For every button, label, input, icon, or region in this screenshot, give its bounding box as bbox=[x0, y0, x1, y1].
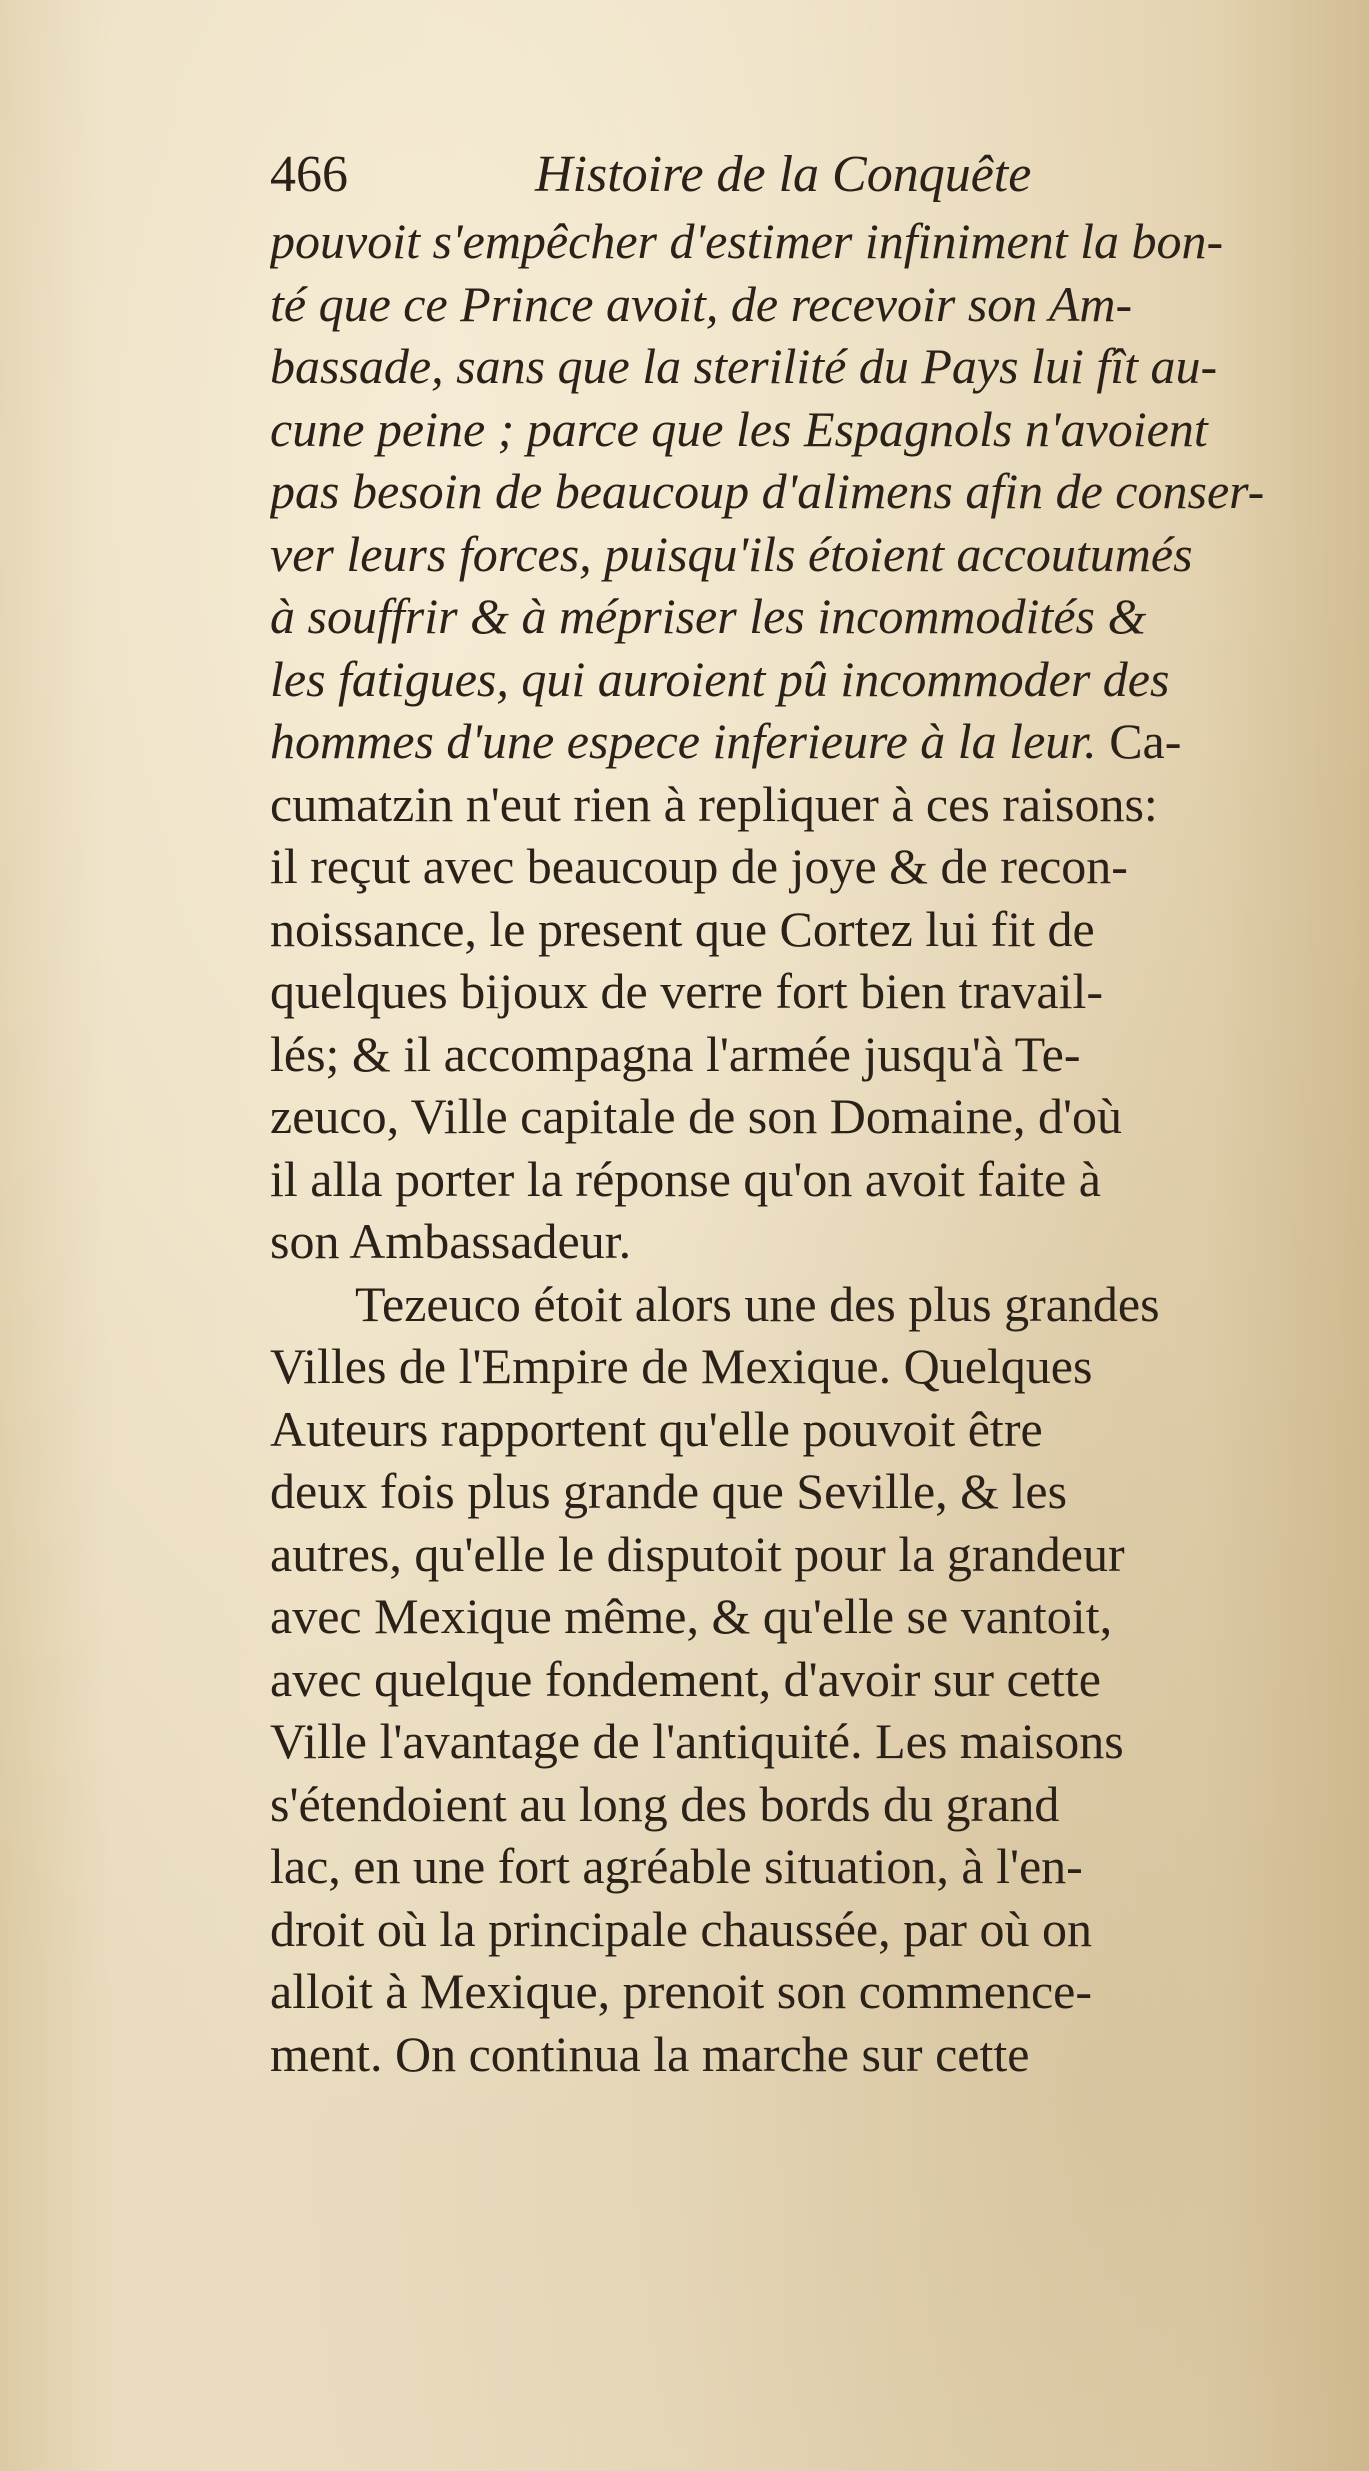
text-line: avec quelque fondement, d'avoir sur cette bbox=[270, 1650, 1101, 1707]
text-line: pas besoin de beaucoup d'alimens afin de conser- bbox=[270, 463, 1265, 519]
text-line: bassade, sans que la sterilité du Pays lui fît au- bbox=[270, 338, 1218, 394]
text-line: Ville l'avantage de l'antiquité. Les maisons bbox=[270, 1713, 1124, 1769]
text-line: avec Mexique même, & qu'elle se vantoit, bbox=[270, 1588, 1113, 1644]
text-line: son Ambassadeur. bbox=[270, 1213, 632, 1269]
text-line: quelques bijoux de verre fort bien travail- bbox=[270, 963, 1104, 1019]
text-line: les fatigues, qui auroient pû incommoder des bbox=[270, 650, 1170, 707]
text-line: il alla porter la réponse qu'on avoit faite à bbox=[270, 1150, 1101, 1207]
page-number: 466 bbox=[270, 146, 348, 203]
text-line: cune peine ; parce que les Espagnols n'avoient bbox=[270, 400, 1208, 457]
text-line: droit où la principale chaussée, par où on bbox=[270, 1900, 1092, 1957]
text-line: té que ce Prince avoit, de recevoir son Am- bbox=[270, 275, 1133, 332]
running-title: Histoire de la Conquête bbox=[535, 146, 1032, 203]
text-line-roman-part: Ca- bbox=[1109, 713, 1182, 769]
text-line: Auteurs rapportent qu'elle pouvoit être bbox=[270, 1400, 1043, 1457]
text-line: s'étendoient au long des bords du grand bbox=[270, 1775, 1060, 1832]
text-line: pouvoit s'empêcher d'estimer infiniment la bon- bbox=[270, 213, 1224, 269]
text-line: zeuco, Ville capitale de son Domaine, d'où bbox=[270, 1088, 1123, 1144]
text-line: noissance, le present que Cortez lui fit de bbox=[270, 900, 1095, 957]
text-line: à souffrir & à mépriser les incommodités & bbox=[270, 588, 1147, 644]
text-line: il reçut avec beaucoup de joye & de recon- bbox=[270, 838, 1128, 894]
text-line: deux fois plus grande que Seville, & les bbox=[270, 1463, 1068, 1519]
text-line: ver leurs forces, puisqu'ils étoient accoutumés bbox=[270, 525, 1193, 582]
page-header bbox=[270, 135, 1230, 215]
text-line: autres, qu'elle le disputoit pour la grandeur bbox=[270, 1525, 1125, 1582]
text-line: alloit à Mexique, prenoit son commence- bbox=[270, 1963, 1092, 2019]
text-line: cumatzin n'eut rien à repliquer à ces raisons: bbox=[270, 775, 1158, 832]
text-line: ment. On continua la marche sur cette bbox=[270, 2025, 1030, 2082]
text-line: lés; & il accompagna l'armée jusqu'à Te- bbox=[270, 1025, 1081, 1082]
text-line-mixed bbox=[270, 710, 1330, 773]
text-line-paragraph-start: Tezeuco étoit alors une des plus grandes bbox=[355, 1275, 1160, 1332]
text-line-italic-part: hommes d'une espece inferieure à la leur. bbox=[270, 713, 1097, 769]
body-text bbox=[270, 210, 1330, 2085]
text-line: lac, en une fort agréable situation, à l'en- bbox=[270, 1838, 1083, 1894]
text-line: Villes de l'Empire de Mexique. Quelques bbox=[270, 1338, 1093, 1394]
